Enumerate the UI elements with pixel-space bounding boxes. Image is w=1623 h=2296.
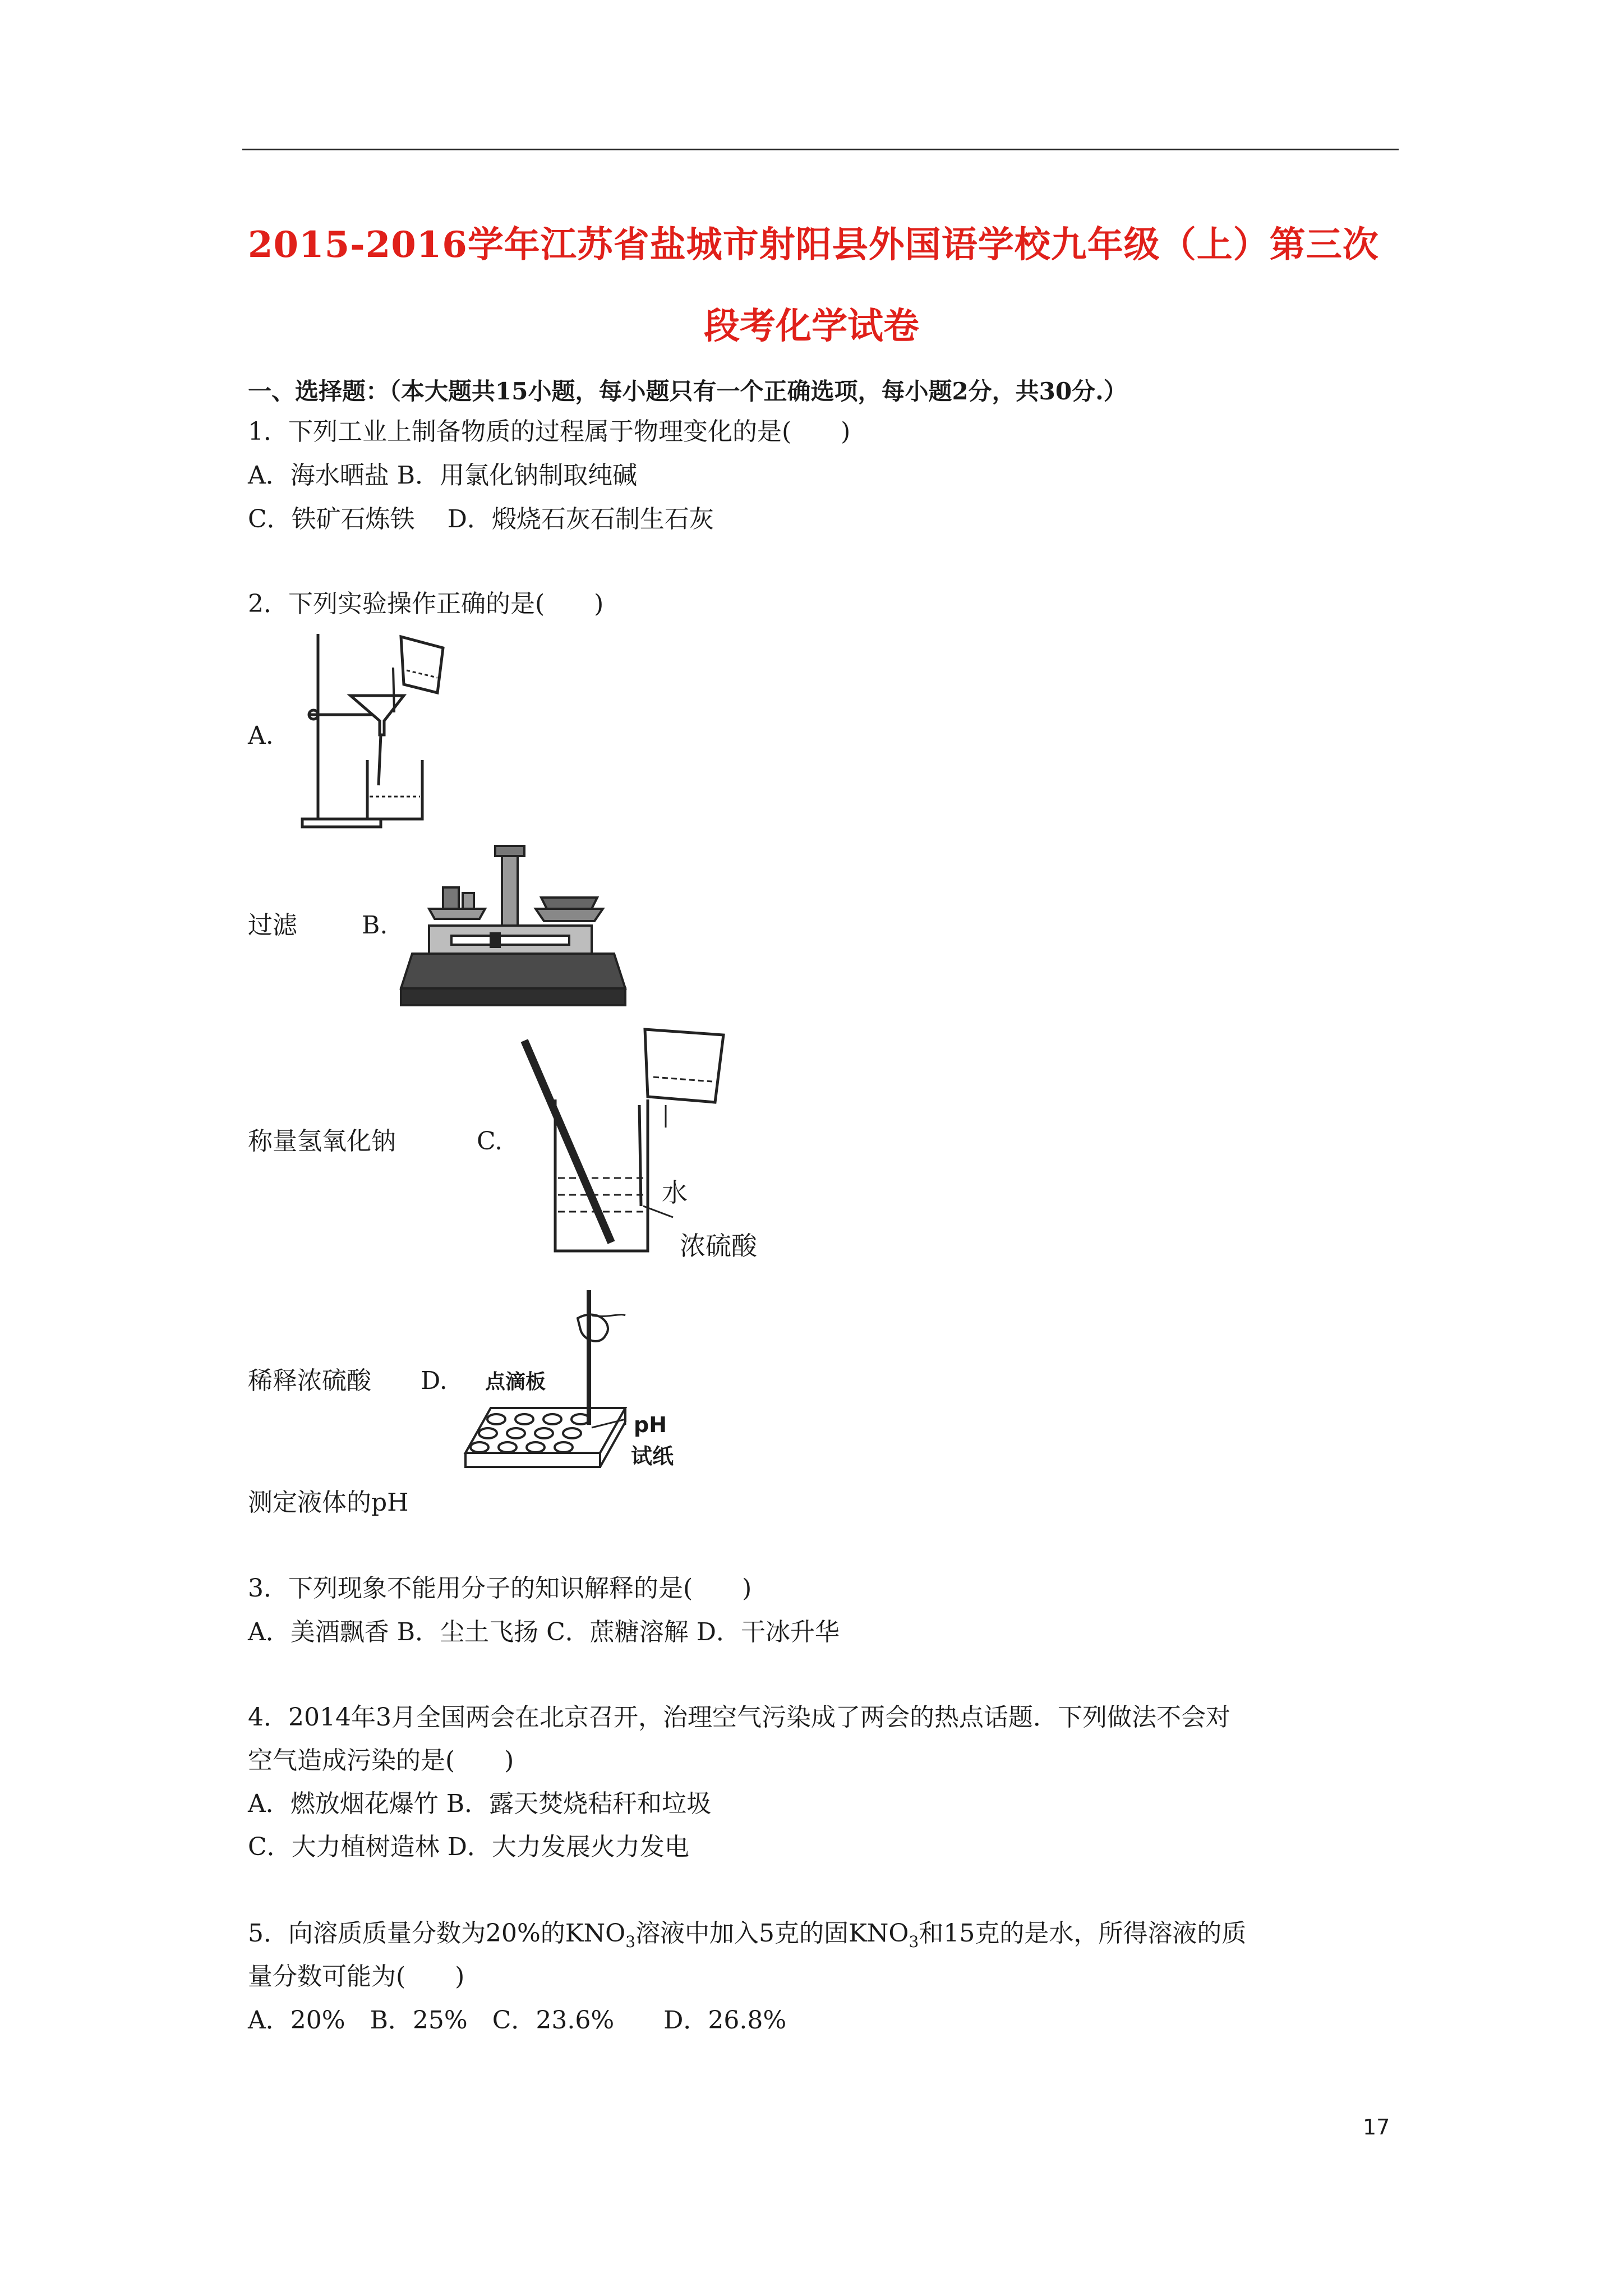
q2-option-a-label: A. — [248, 721, 274, 750]
q5-stem-line-1 — [248, 1921, 1246, 1950]
q4-options-cd: C．大力植树造林 D．大力发展火力发电 — [248, 1833, 689, 1861]
q5-stem-part-a: 5．向溶质质量分数为20%的KNO — [248, 1919, 626, 1948]
q2-stem: 2．下列实验操作正确的是( ) — [248, 590, 604, 618]
dilution-figure — [519, 1021, 788, 1257]
ph-paper-label: 试纸 — [631, 1444, 674, 1469]
q4-stem-line-2: 空气造成污染的是( ) — [248, 1746, 514, 1775]
q1-options-ab: A．海水晒盐 B．用氯化钠制取纯碱 — [248, 461, 638, 490]
q2-option-b-label: B. — [362, 911, 388, 940]
q4-options-ab: A．燃放烟花爆竹 B．露天焚烧秸秆和垃圾 — [248, 1789, 712, 1818]
page-number: 17 — [1363, 2115, 1390, 2139]
balance-scale-figure — [401, 841, 625, 1010]
q1-options-cd: C．铁矿石炼铁 D．煅烧石灰石制生石灰 — [248, 505, 714, 533]
q5-stem-line-2: 量分数可能为( ) — [248, 1962, 465, 1991]
ph-label: pH — [634, 1412, 667, 1437]
page-title-line-2: 段考化学试卷 — [704, 305, 919, 347]
filtration-apparatus-figure — [294, 628, 479, 830]
dilution-water-label: 水 — [662, 1177, 688, 1208]
q3-stem: 3．下列现象不能用分子的知识解释的是( ) — [248, 1574, 752, 1603]
q2-option-b-caption: 称量氢氧化钠 — [248, 1127, 396, 1156]
dilution-acid-label: 浓硫酸 — [680, 1231, 757, 1261]
page-title-line-1: 2015-2016学年江苏省盐城市射阳县外国语学校九年级（上）第三次 — [248, 224, 1379, 266]
q5-stem-part-c: 和15克的是水，所得溶液的质 — [919, 1919, 1247, 1948]
q5-options: A．20% B．25% C．23.6% D．26.8% — [248, 2006, 787, 2035]
q3-options: A．美酒飘香 B．尘土飞扬 C．蔗糖溶解 D．干冰升华 — [248, 1618, 840, 1646]
q2-option-c-label: C. — [477, 1127, 503, 1156]
q2-option-c-caption: 稀释浓硫酸 — [248, 1366, 371, 1395]
q2-option-a-caption: 过滤 — [248, 911, 297, 940]
header-rule — [242, 149, 1399, 150]
q2-option-d-label: D. — [421, 1366, 448, 1395]
q1-stem: 1．下列工业上制备物质的过程属于物理变化的是( ) — [248, 417, 851, 446]
q2-option-d-caption: 测定液体的pH — [248, 1488, 409, 1517]
ph-plate-label: 点滴板 — [485, 1370, 546, 1393]
q5-subscript-3b: 3 — [909, 1932, 919, 1951]
q4-stem-line-1: 4．2014年3月全国两会在北京召开，治理空气污染成了两会的热点话题．下列做法不会对 — [248, 1703, 1230, 1732]
q5-subscript-3a: 3 — [625, 1932, 636, 1951]
q5-stem-part-b: 溶液中加入5克的固KNO — [635, 1919, 909, 1948]
section-heading: 一、选择题：（本大题共15小题，每小题只有一个正确选项，每小题2分，共30分.） — [248, 378, 1127, 405]
